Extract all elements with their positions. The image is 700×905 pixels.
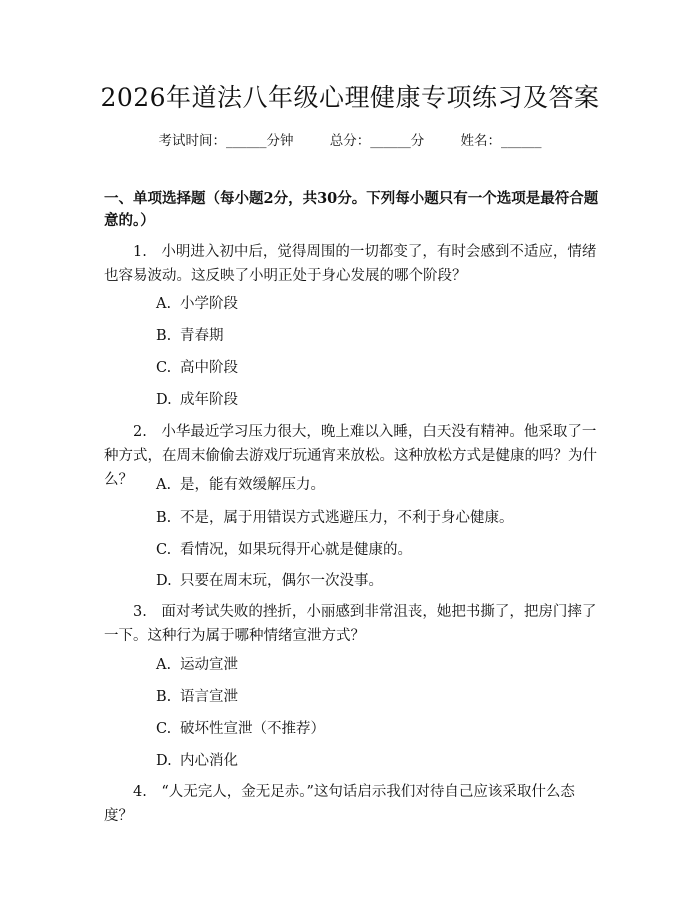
option-text: 小学阶段 — [180, 296, 238, 312]
option-text: 不是，属于用错误方式逃避压力，不利于身心健康。 — [180, 510, 514, 526]
option-text: 高中阶段 — [180, 360, 238, 376]
q3-option-c — [156, 718, 576, 740]
q2-option-a — [156, 474, 576, 496]
option-letter: D. — [156, 573, 172, 589]
q3-option-d — [156, 750, 576, 772]
option-text: 青春期 — [180, 328, 224, 344]
document-title: 2026年道法八年级心理健康专项练习及答案 — [100, 83, 600, 112]
q2-option-c — [156, 539, 576, 561]
q3-option-a — [156, 654, 576, 676]
option-letter: B. — [156, 510, 172, 526]
section-heading: 一、单项选择题（每小题2分，共30分。下列每小题只有一个选项是最符合题意的。） — [104, 190, 599, 229]
question-2: 2. 小华最近学习压力很大，晚上难以入睡，白天没有精神。他采取了一种方式，在周末偷偷去游戏厅玩通宵来放松。这种放松方式是健康的吗？为什么？ — [104, 424, 597, 488]
q1-option-c — [156, 357, 576, 379]
option-text: 只要在周末玩，偶尔一次没事。 — [180, 573, 383, 589]
option-letter: A. — [156, 296, 172, 312]
exam-meta — [0, 130, 700, 152]
option-letter: D. — [156, 753, 172, 769]
option-letter: B. — [156, 328, 172, 344]
q2-option-b — [156, 507, 576, 529]
exam-time: 考试时间：______分钟 — [158, 133, 294, 149]
option-letter: C. — [156, 721, 172, 737]
q3-option-b — [156, 686, 576, 708]
question-1: 1. 小明进入初中后，觉得周围的一切都变了，有时会感到不适应，情绪也容易波动。这反映了小明正处于身心发展的哪个阶段？ — [104, 244, 597, 284]
option-text: 看情况，如果玩得开心就是健康的。 — [180, 542, 412, 558]
option-letter: A. — [156, 477, 172, 493]
option-letter: D. — [156, 392, 172, 408]
q1-option-a — [156, 293, 576, 315]
q1-option-b — [156, 325, 576, 347]
option-text: 破坏性宣泄（不推荐） — [180, 721, 325, 737]
question-3: 3. 面对考试失败的挫折，小丽感到非常沮丧，她把书撕了，把房门摔了一下。这种行为属于哪种情绪宣泄方式？ — [104, 604, 597, 644]
question-4: 4. “人无完人，金无足赤。”这句话启示我们对待自己应该采取什么态度？ — [104, 784, 575, 824]
option-text: 运动宣泄 — [180, 657, 238, 673]
q2-option-d — [156, 570, 576, 592]
student-name: 姓名：______ — [460, 133, 542, 149]
option-letter: C. — [156, 542, 172, 558]
option-text: 内心消化 — [180, 753, 238, 769]
option-text: 语言宣泄 — [180, 689, 238, 705]
option-text: 是，能有效缓解压力。 — [180, 477, 325, 493]
q1-option-d — [156, 389, 576, 411]
option-text: 成年阶段 — [180, 392, 238, 408]
option-letter: A. — [156, 657, 172, 673]
option-letter: B. — [156, 689, 172, 705]
option-letter: C. — [156, 360, 172, 376]
exam-score: 总分：______分 — [329, 133, 425, 149]
